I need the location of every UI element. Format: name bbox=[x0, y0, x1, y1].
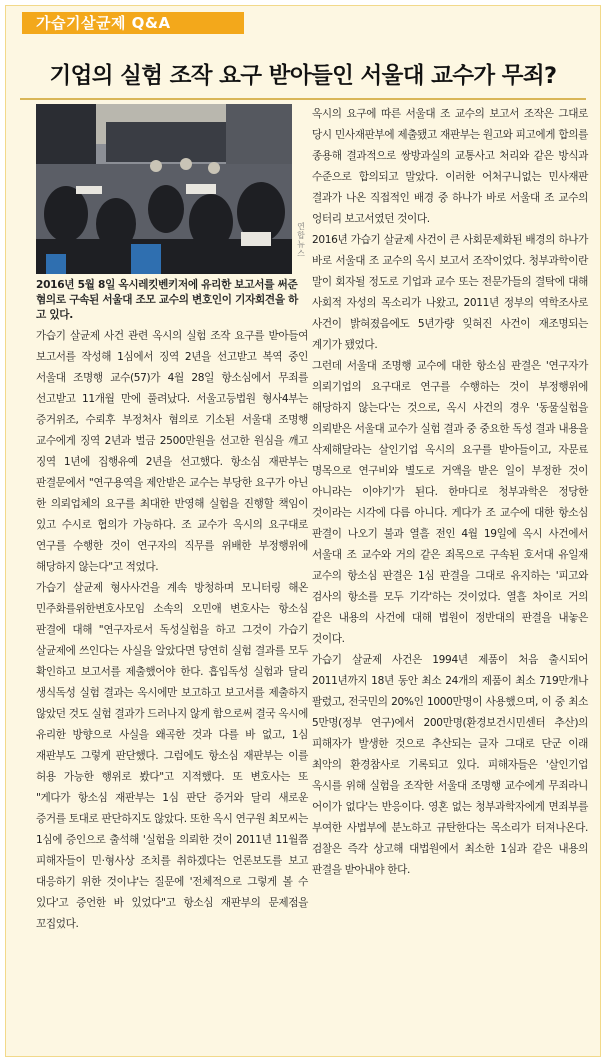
press-conference-photo-illustration bbox=[36, 104, 292, 274]
press-conference-photo bbox=[36, 104, 292, 274]
headline: 기업의 실험 조작 요구 받아들인 서울대 교수가 무죄? bbox=[49, 63, 557, 89]
photo-caption: 2016년 5월 8일 옥시레킷벤키저에 유리한 보고서를 써준 혐의로 구속된 서울대 조모 교수의 변호인이 기자회견을 하고 있다. bbox=[36, 279, 299, 321]
article-column-left bbox=[36, 326, 308, 935]
paragraph: 가습기 살균제 사건 관련 옥시의 실험 조작 요구를 받아들여 보고서를 작성해 1심에서 징역 2년을 선고받고 복역 중인 서울대 조명행 교수(57)가 4월 28일 항소심에서 무죄를 선고받고 11개월 만에 풀려났다. 서울고등법원 형사4부는 증거위조, 수뢰후 부정처사 혐의로 기소된 서울대 조명행 교수에게 징역 2년과 벌금 2500만원을 선고한 원심을 깨고 징역 1년에 집행유예 2년을 선고했다. 항소심 재판부는 판결문에서 "연구용역을 제안받은 교수는 부당한 요구가 아닌 한 의뢰업체의 요구를 최대한 반영해 실험을 진행할 책임이 있고 수시로 협의가 가능하다. 조 교수가 옥시의 요구대로 연구를 수행한 것이 연구자의 직무를 위배한 부정행위에 해당하지 않는다"고 적었다. bbox=[36, 330, 308, 573]
article-column-right bbox=[312, 104, 588, 881]
paragraph: 옥시의 요구에 따른 서울대 조 교수의 보고서 조작은 그대로 당시 민사재판부에 제출됐고 재판부는 원고와 피고에게 합의를 종용해 결과적으로 쌍방과실의 교통사고 처리와 같은 방식과 수준으로 합의되고 말았다. 이러한 어처구니없는 민사재판 결과가 나온 직접적인 배경 중 하나가 바로 서울대 조 교수의 엉터리 보고서였던 것이다. bbox=[312, 108, 588, 225]
article-page bbox=[5, 5, 601, 1057]
paragraph: 가습기 살균제 사건은 1994년 제품이 처음 출시되어 2011년까지 18년 동안 최소 24개의 제품이 최소 719만개나 팔렸고, 전국민의 20%인 1000만명이 사용했으며, 이 중 최소 5만명(정부 연구)에서 200만명(환경보건시민센터 추산)의 피해자가 발생한 것으로 추산되는 글자 그대로 단군 이래 최악의 환경참사로 기록되고 있다. 피해자들은 '살인기업 옥시를 위해 실험을 조작한 서울대 조명행 교수에게 무죄라니 어이가 없다'는 반응이다. 영혼 없는 청부과학자에게 면죄부를 부여한 사법부에 분노하고 규탄한다는 목소리가 터져나온다. 검찰은 즉각 상고해 대법원에서 최소한 1심과 같은 내용의 판결을 받아내야 한다. bbox=[312, 654, 588, 876]
headline-divider bbox=[20, 98, 586, 100]
paragraph: 가습기 살균제 형사사건을 계속 방청하며 모니터링 해온 민주화를위한변호사모임 소속의 오민애 변호사는 항소심 판결에 대해 "연구자로서 독성실험을 하고 그것이 가습기 살균제에 쓰인다는 사실을 알았다면 당연히 실험 결과를 모두 확인하고 보고서를 제출했어야 한다. 흡입독성 실험과 달리 생식독성 실험 결과는 옥시에만 보고하고 보고서를 제출하지 않았던 것도 실험 결과가 드러나지 않게 함으로써 결국 옥시에 유리한 방향으로 사실을 왜곡한 것과 다를 바 없고, 1심 재판부도 그렇게 판단했다. 그럼에도 항소심 재판부는 이를 허용 가능한 행위로 봤다"고 지적했다. 또 변호사는 또 "게다가 항소심 재판부는 1심 판단 증거와 달리 새로운 증거를 토대로 판단하지도 않았다. 또한 옥시 연구원 최모씨는 1심에 증인으로 출석해 '실험을 의뢰한 것이 2011년 11월쯤 피해자들이 민·형사상 조치를 취하겠다는 언론보도를 보고 대응하기 위한 것이냐'는 질문에 '전체적으로 그렇게 볼 수 있다'고 증언한 바 있었다"고 항소심 재판부의 문제점을 꼬집었다. bbox=[36, 582, 308, 930]
section-tag: 가습기살균제 Q&A bbox=[22, 12, 244, 34]
photo-credit: 연합뉴스 bbox=[297, 222, 305, 258]
paragraph: 2016년 가습기 살균제 사건이 큰 사회문제화된 배경의 하나가 바로 서울대 조 교수의 옥시 보고서 조작이었다. 청부과학이란 말이 회자될 정도로 기업과 교수 또는 전문가들의 결탁에 대해 사회적 자성의 목소리가 나왔고, 2011년 정부의 역학조사로 사건이 밝혀졌음에도 5년가량 잊혀진 사건이 재조명되는 계기가 됐었다. bbox=[312, 234, 588, 351]
paragraph: 그런데 서울대 조명행 교수에 대한 항소심 판결은 '연구자가 의뢰기업의 요구대로 연구를 수행하는 것이 부정행위에 해당하지 않는다'는 것으로, 옥시 사건의 경우 '동물실험을 의뢰받은 서울대 교수가 실험 결과 중 중요한 독성 결과 내용을 삭제해달라는 살인기업 옥시의 요구를 받아들이고, 자문료 명목으로 연구비와 별도로 거액을 받은 일이 부정한 것이 아니라는 이야기'가 된다. 한마디로 청부과학은 정당한 것이라는 시각에 다름 아니다. 게다가 조 교수에 대한 항소심 판결이 나오기 불과 열흘 전인 4월 19일에 옥시 사건에서 서울대 조 교수와 거의 같은 죄목으로 구속된 호서대 유일재 교수의 항소심 판결은 1심 판결을 그대로 유지하는 '피고와 검사의 항소를 모두 기각'하는 것이었다. 열흘 차이로 거의 같은 내용의 사건에 대해 법원이 정반대의 판결을 내놓은 것이다. bbox=[312, 360, 588, 645]
